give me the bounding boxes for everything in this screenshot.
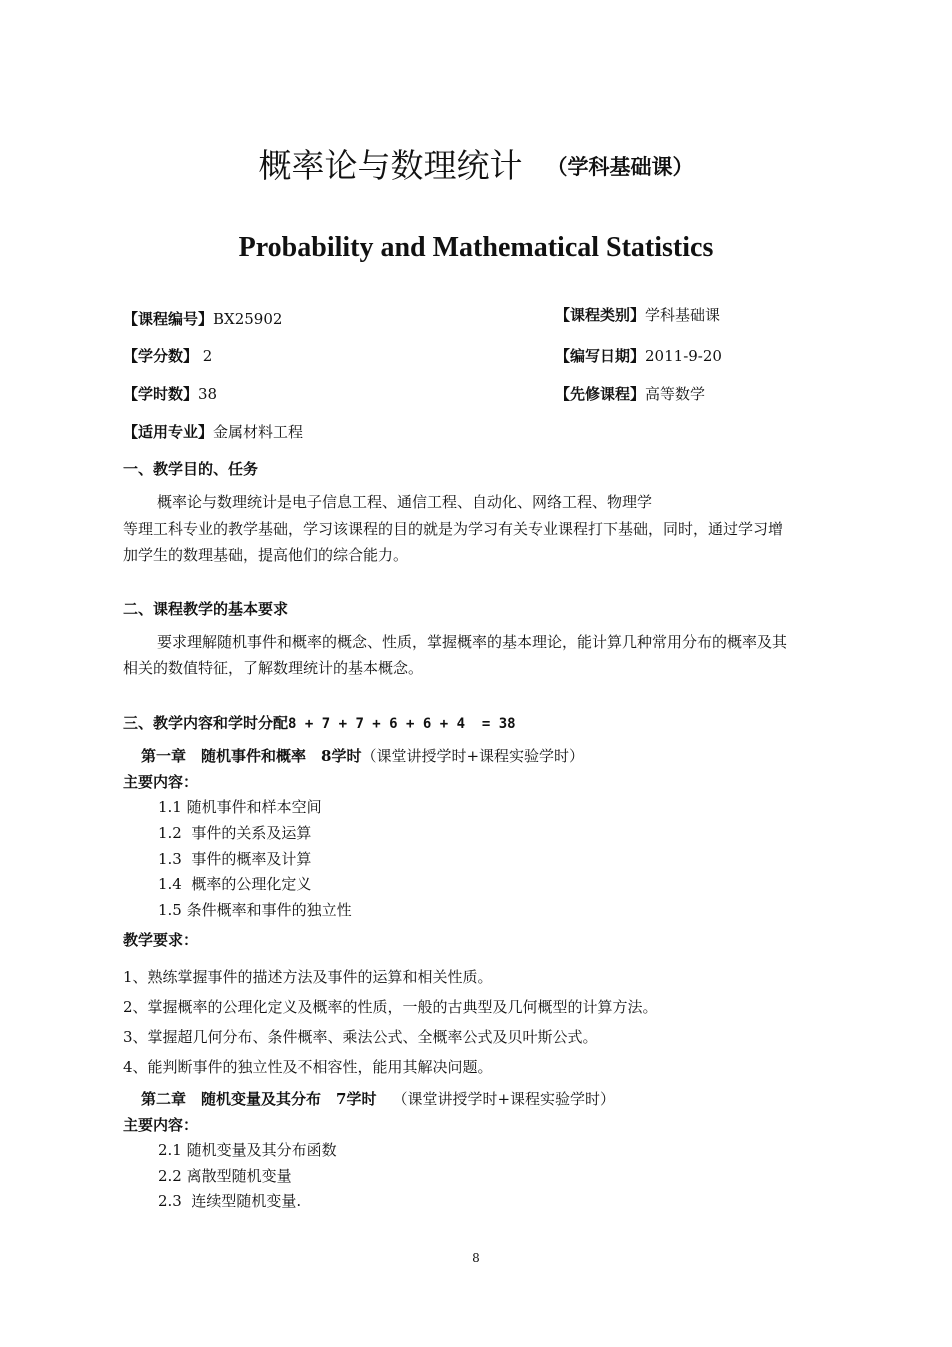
page-number: 8 <box>472 1251 480 1265</box>
list-item: 1.1 随机事件和样本空间 <box>158 798 322 816</box>
list-item: 1.2 事件的关系及运算 <box>158 824 312 842</box>
meta-hours: 【学时数】38 <box>123 385 218 403</box>
section1-line3: 加学生的数理基础，提高他们的综合能力。 <box>123 546 409 564</box>
section3-heading: 三、教学内容和学时分配8 + 7 + 7 + 6 + 6 + 4 = 38 <box>123 714 516 732</box>
requirement-item: 2、掌握概率的公理化定义及概率的性质，一般的古典型及几何概型的计算方法。 <box>123 998 658 1016</box>
list-item: 2.3 连续型随机变量. <box>158 1192 302 1210</box>
meta-course-code: 【课程编号】BX25902 <box>123 310 283 328</box>
meta-date: 【编写日期】2011-9-20 <box>555 347 722 365</box>
meta-credits: 【学分数】 2 <box>123 347 213 365</box>
chapter1-title: 第一章 随机事件和概率 8学时（课堂讲授学时+课程实验学时） <box>141 747 585 765</box>
meta-major: 【适用专业】金属材料工程 <box>123 423 304 441</box>
list-item: 1.4 概率的公理化定义 <box>158 875 312 893</box>
meta-prerequisite: 【先修课程】高等数学 <box>555 385 706 403</box>
chapter2-content-label: 主要内容： <box>123 1116 199 1134</box>
section1-line1: 概率论与数理统计是电子信息工程、通信工程、自动化、网络工程、物理学 <box>157 493 653 511</box>
title-english: Probability and Mathematical Statistics <box>238 232 714 263</box>
requirement-item: 3、掌握超几何分布、条件概率、乘法公式、全概率公式及贝叶斯公式。 <box>123 1028 598 1046</box>
section2-line2: 相关的数值特征，了解数理统计的基本概念。 <box>123 659 424 677</box>
chapter1-requirements-label: 教学要求： <box>123 931 199 949</box>
section2-line1: 要求理解随机事件和概率的概念、性质，掌握概率的基本理论，能计算几种常用分布的概率及其 <box>157 633 788 651</box>
list-item: 1.5 条件概率和事件的独立性 <box>158 901 352 919</box>
list-item: 2.2 离散型随机变量 <box>158 1167 292 1185</box>
document-title <box>0 140 952 187</box>
section1-heading: 一、教学目的、任务 <box>123 460 259 478</box>
hours-formula: 8 + 7 + 7 + 6 + 6 + 4 = 38 <box>288 716 516 732</box>
title-category: （学科基础课） <box>546 154 694 179</box>
meta-course-type: 【课程类别】学科基础课 <box>555 306 721 324</box>
requirement-item: 4、能判断事件的独立性及不相容性，能用其解决问题。 <box>123 1058 493 1076</box>
title-chinese: 概率论与数理统计 <box>258 146 523 185</box>
chapter1-content-label: 主要内容： <box>123 773 199 791</box>
chapter2-title: 第二章 随机变量及其分布 7学时 （课堂讲授学时+课程实验学时） <box>141 1090 616 1108</box>
section2-heading: 二、课程教学的基本要求 <box>123 600 289 618</box>
list-item: 2.1 随机变量及其分布函数 <box>158 1141 337 1159</box>
requirement-item: 1、熟练掌握事件的描述方法及事件的运算和相关性质。 <box>123 968 493 986</box>
section1-line2: 等理工科专业的教学基础，学习该课程的目的就是为学习有关专业课程打下基础，同时，通过学习增 <box>123 520 784 538</box>
list-item: 1.3 事件的概率及计算 <box>158 850 312 868</box>
